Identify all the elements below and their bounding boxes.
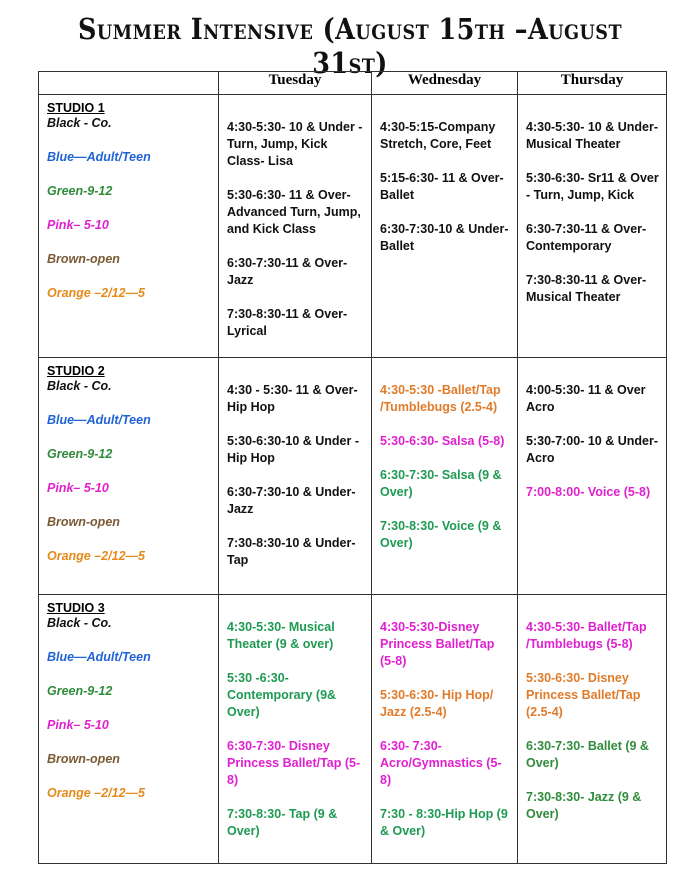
class-entry: 4:30-5:30 -Ballet/Tap /Tumblebugs (2.5-4) <box>380 383 501 414</box>
legend-item-brown: Brown-open <box>47 752 120 766</box>
color-legend <box>39 595 218 802</box>
class-entry: 5:30-6:30- Hip Hop/ Jazz (2.5-4) <box>380 688 494 719</box>
legend-item-black: Black - Co. <box>47 116 112 130</box>
class-entry: 6:30-7:30-11 & Over- Jazz <box>227 256 348 287</box>
class-entry: 6:30-7:30- Salsa (9 & Over) <box>380 468 502 499</box>
class-entry: 7:30-8:30-10 & Under- Tap <box>227 536 356 567</box>
class-entry: 4:30-5:30- 10 & Under- Musical Theater <box>526 120 658 151</box>
class-entry: 7:30-8:30-11 & Over- Musical Theater <box>526 273 647 304</box>
class-entry: 4:30-5:15-Company Stretch, Core, Feet <box>380 120 496 151</box>
legend-item-black: Black - Co. <box>47 616 112 630</box>
legend-item-green: Green-9-12 <box>47 684 113 698</box>
studio-legend-cell <box>39 595 219 864</box>
class-entry: 6:30-7:30-10 & Under- Jazz <box>227 485 356 516</box>
class-entry: 7:30-8:30- Tap (9 & Over) <box>227 807 338 838</box>
legend-item-green: Green-9-12 <box>47 184 113 198</box>
class-entry: 7:30-8:30- Jazz (9 & Over) <box>526 790 642 821</box>
class-entry: 5:30-6:30- Salsa (5-8) <box>380 434 505 448</box>
legend-item-brown: Brown-open <box>47 515 120 529</box>
class-entry: 6:30-7:30-11 & Over- Contemporary <box>526 222 647 253</box>
class-entry: 4:30-5:30-Disney Princess Ballet/Tap (5-8) <box>380 620 495 668</box>
studio-label: STUDIO 3 <box>47 601 105 615</box>
class-entry: 5:30-6:30- 11 & Over- Advanced Turn, Jump, and Kick Class <box>227 188 361 236</box>
class-entry: 6:30-7:30- Ballet (9 & Over) <box>526 739 649 770</box>
color-legend <box>39 358 218 565</box>
class-entry: 5:30-7:00- 10 & Under- Acro <box>526 434 658 465</box>
header-tuesday: Tuesday <box>219 72 372 95</box>
class-entry: 4:30-5:30- Musical Theater (9 & over) <box>227 620 335 651</box>
schedule-table <box>38 71 667 864</box>
header-thursday: Thursday <box>518 72 667 95</box>
legend-item-pink: Pink– 5-10 <box>47 718 109 732</box>
class-entry: 5:30-6:30- Sr11 & Over - Turn, Jump, Kick <box>526 171 659 202</box>
legend-item-blue: Blue—Adult/Teen <box>47 650 151 664</box>
legend-item-black: Black - Co. <box>47 379 112 393</box>
tuesday-cell <box>219 358 372 595</box>
class-entry: 6:30-7:30-10 & Under- Ballet <box>380 222 509 253</box>
studio-legend-cell <box>39 358 219 595</box>
page-title: Summer Intensive (August 15th –August 31st) <box>77 12 622 80</box>
class-entry: 7:30-8:30- Voice (9 & Over) <box>380 519 502 550</box>
wednesday-cell <box>372 95 518 358</box>
studio-row <box>39 358 667 595</box>
studio-legend-cell <box>39 95 219 358</box>
studio-label: STUDIO 2 <box>47 364 105 378</box>
class-entry: 4:00-5:30- 11 & Over Acro <box>526 383 646 414</box>
class-entry: 4:30 - 5:30- 11 & Over- Hip Hop <box>227 383 358 414</box>
header-row <box>39 72 667 95</box>
wednesday-cell <box>372 358 518 595</box>
tuesday-cell <box>219 595 372 864</box>
legend-item-orange: Orange –2/12—5 <box>47 786 145 800</box>
thursday-cell <box>518 95 667 358</box>
class-entry: 4:30-5:30- Ballet/Tap /Tumblebugs (5-8) <box>526 620 647 651</box>
class-entry: 6:30-7:30- Disney Princess Ballet/Tap (5-8) <box>227 739 361 787</box>
header-blank <box>39 72 219 95</box>
legend-item-brown: Brown-open <box>47 252 120 266</box>
legend-item-pink: Pink– 5-10 <box>47 218 109 232</box>
class-entry: 7:30-8:30-11 & Over- Lyrical <box>227 307 348 338</box>
class-entry: 7:00-8:00- Voice (5-8) <box>526 485 651 499</box>
class-entry: 4:30-5:30- 10 & Under - Turn, Jump, Kick Class- Lisa <box>227 120 363 168</box>
legend-item-blue: Blue—Adult/Teen <box>47 150 151 164</box>
tuesday-cell <box>219 95 372 358</box>
wednesday-cell <box>372 595 518 864</box>
studio-row <box>39 595 667 864</box>
thursday-cell <box>518 595 667 864</box>
header-wednesday: Wednesday <box>372 72 518 95</box>
legend-item-green: Green-9-12 <box>47 447 113 461</box>
color-legend <box>39 95 218 302</box>
legend-item-orange: Orange –2/12—5 <box>47 286 145 300</box>
studio-row <box>39 95 667 358</box>
legend-item-orange: Orange –2/12—5 <box>47 549 145 563</box>
legend-item-blue: Blue—Adult/Teen <box>47 413 151 427</box>
class-entry: 7:30 - 8:30-Hip Hop (9 & Over) <box>380 807 508 838</box>
class-entry: 5:30 -6:30- Contemporary (9& Over) <box>227 671 337 719</box>
class-entry: 5:15-6:30- 11 & Over- Ballet <box>380 171 504 202</box>
class-entry: 5:30-6:30-10 & Under - Hip Hop <box>227 434 359 465</box>
studio-label: STUDIO 1 <box>47 101 105 115</box>
legend-item-pink: Pink– 5-10 <box>47 481 109 495</box>
thursday-cell <box>518 358 667 595</box>
class-entry: 6:30- 7:30- Acro/Gymnastics (5-8) <box>380 739 502 787</box>
class-entry: 5:30-6:30- Disney Princess Ballet/Tap (2.5-4) <box>526 671 641 719</box>
